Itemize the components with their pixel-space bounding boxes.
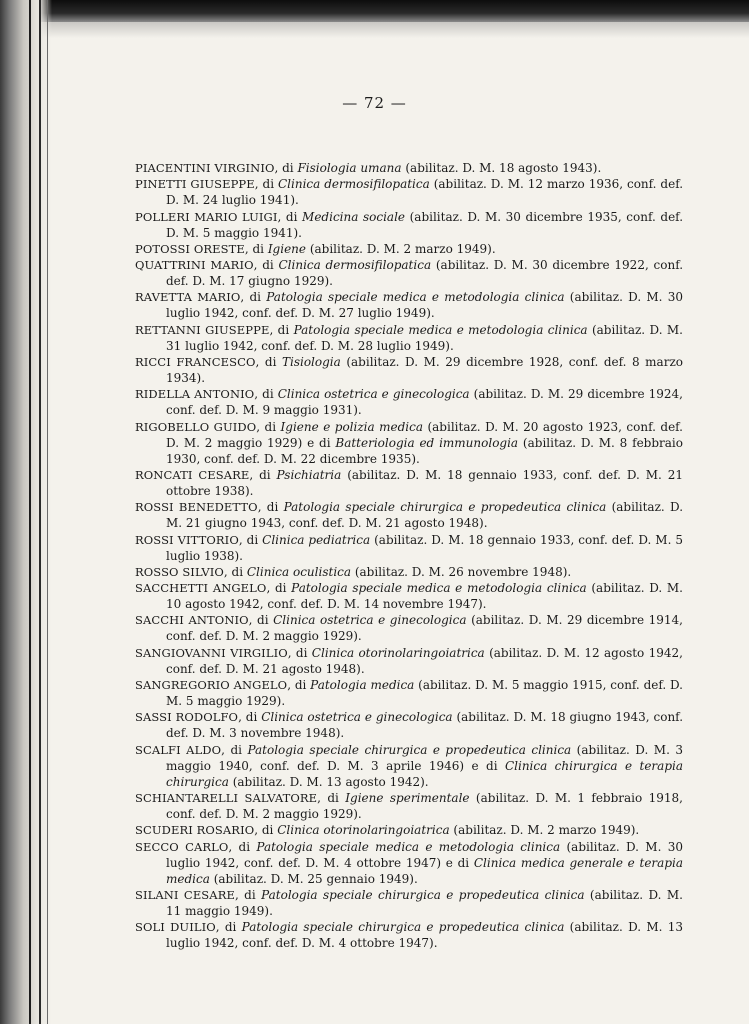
entry-details: (abilitaz. D. M. 11 maggio 1949).	[166, 887, 683, 918]
list-item	[135, 467, 683, 499]
list-item	[135, 839, 683, 887]
entry-connector: , di	[223, 564, 247, 579]
entry-subject: Clinica otorinolaringoiatrica	[311, 645, 485, 660]
entry-details: (abilitaz. D. M. 10 agosto 1942, conf. def. D. M. 14 novembre 1947).	[166, 581, 683, 612]
entry-subject-secondary: Clinica chirurgica e terapia chirurgica	[166, 758, 683, 789]
entry-subject: Igiene e polizia medica	[280, 419, 423, 434]
entry-subject: Clinica ostetrica e ginecologica	[261, 710, 453, 725]
entry-connector: , di	[254, 823, 278, 838]
scan-binding-edge	[0, 0, 52, 1024]
binding-line	[39, 0, 41, 1024]
entry-connector: , di	[277, 209, 303, 224]
entry-details: (abilitaz. D. M. 31 luglio 1942, conf. def. D. M. 28 luglio 1949).	[166, 322, 684, 353]
list-item	[135, 822, 683, 838]
entry-subject-secondary: Clinica medica generale e terapia medica	[166, 855, 683, 886]
entry-details: (abilitaz. D. M. 29 dicembre 1928, conf. def. 8 marzo 1934).	[166, 355, 683, 386]
entry-details: (abilitaz. D. M. 2 marzo 1949).	[306, 241, 496, 256]
entry-subject: Clinica oculistica	[246, 564, 352, 579]
entry-connector: , di	[274, 161, 298, 175]
entry-details: (abilitaz. D. M. 12 marzo 1936, conf. def. D. M. 24 luglio 1941).	[166, 177, 684, 208]
entry-details: (abilitaz. D. M. 18 giugno 1943, conf. def. D. M. 3 novembre 1948).	[166, 710, 684, 741]
entry-connector: , di	[249, 467, 277, 482]
entry-details: (abilitaz. D. M. 30 dicembre 1935, conf. def. D. M. 5 maggio 1941).	[166, 209, 684, 240]
entry-subject: Patologia speciale chirurgica e propedeutica clinica	[283, 500, 607, 515]
entry-subject: Igiene sperimentale	[345, 790, 470, 805]
entry-details: (abilitaz. D. M. 1 febbraio 1918, conf. def. D. M. 2 maggio 1929).	[166, 790, 683, 821]
entry-name: SOLI DUILIO	[135, 920, 216, 935]
list-item	[135, 499, 683, 531]
entry-name: SILANI CESARE	[135, 887, 235, 902]
entry-name: ROSSI BENEDETTO	[135, 500, 258, 515]
entry-connector: , di	[234, 887, 262, 902]
entry-subject: Patologia speciale medica e metodologia clinica	[266, 290, 565, 305]
entry-name: SANGIOVANNI VIRGILIO	[135, 645, 288, 660]
entry-details: (abilitaz. D. M. 29 dicembre 1914, conf. def. D. M. 2 maggio 1929).	[166, 613, 683, 644]
list-item	[135, 742, 683, 790]
entry-details: (abilitaz. D. M. 13 luglio 1942, conf. def. D. M. 4 ottobre 1947).	[166, 920, 684, 951]
entry-name: RETTANNI GIUSEPPE	[135, 322, 270, 337]
entry-details: (abilitaz. D. M. 18 agosto 1943).	[401, 161, 602, 175]
entry-subject: Patologia speciale medica e metodologia clinica	[293, 322, 588, 337]
entry-subject: Medicina sociale	[302, 209, 406, 224]
entry-name: SASSI RODOLFO	[135, 710, 239, 725]
entry-details-secondary: (abilitaz. D. M. 13 agosto 1942).	[228, 774, 429, 789]
list-item	[135, 386, 683, 418]
entry-connector: , di	[287, 678, 311, 693]
entry-name: RIGOBELLO GUIDO	[135, 419, 257, 434]
list-item	[135, 790, 683, 822]
entry-subject: Patologia speciale medica e metodologia clinica	[291, 581, 587, 596]
entry-subject: Igiene	[267, 241, 307, 256]
scan-top-edge	[0, 0, 749, 22]
entry-connector: , di	[269, 322, 294, 337]
entry-subject-secondary: Batteriologia ed immunologia	[335, 435, 519, 450]
entry-name: SACCHETTI ANGELO	[135, 581, 267, 596]
entry-connector: , di	[255, 355, 282, 370]
entry-name: QUATTRINI MARIO	[135, 258, 254, 273]
entry-details-secondary: (abilitaz. D. M. 25 gennaio 1949).	[209, 871, 418, 886]
list-item	[135, 919, 683, 951]
list-item	[135, 580, 683, 612]
entry-connector: , di	[248, 613, 274, 628]
entry-name: RAVETTA MARIO	[135, 290, 241, 305]
entry-name: RIDELLA ANTONIO	[135, 387, 255, 402]
list-item	[135, 289, 683, 321]
entry-name: ROSSO SILVIO	[135, 564, 224, 579]
entry-subject: Clinica otorinolaringoiatrica	[277, 823, 450, 838]
entry-connector: , di	[221, 742, 248, 757]
entry-subject: Patologia speciale chirurgica e propedeutica clinica	[247, 742, 572, 757]
list-item	[135, 709, 683, 741]
list-item	[135, 176, 683, 208]
entry-details: (abilitaz. D. M. 29 dicembre 1924, conf. def. D. M. 9 maggio 1931).	[166, 387, 683, 418]
binding-line	[29, 0, 31, 1024]
entry-name: POTOSSI ORESTE	[135, 241, 245, 256]
entry-name: SCALFI ALDO	[135, 742, 222, 757]
entry-name: RONCATI CESARE	[135, 467, 250, 482]
entry-details-secondary: (abilitaz. D. M. 8 febbraio 1930, conf. def. D. M. 22 dicembre 1935).	[166, 435, 683, 466]
entry-details: (abilitaz. D. M. 30 luglio 1942, conf. def. D. M. 4 ottobre 1947) e di	[166, 839, 684, 870]
entry-subject: Clinica ostetrica e ginecologica	[273, 613, 467, 628]
entry-connector: , di	[256, 419, 281, 434]
entry-name: ROSSI VITTORIO	[135, 532, 239, 547]
entry-name: SACCHI ANTONIO	[135, 613, 249, 628]
list-item	[135, 209, 683, 241]
entry-subject: Patologia medica	[310, 678, 415, 693]
page-number: — 72 —	[342, 94, 407, 112]
entry-connector: , di	[254, 177, 278, 192]
entry-details: (abilitaz. D. M. 18 gennaio 1933, conf. def. D. M. 21 ottobre 1938).	[166, 467, 683, 498]
entry-subject: Clinica dermosifilopatica	[277, 177, 430, 192]
list-item	[135, 354, 683, 386]
entry-name: SCUDERI ROSARIO	[135, 823, 255, 838]
entry-connector: , di	[238, 532, 263, 547]
entry-subject: Clinica dermosifilopatica	[278, 258, 432, 273]
list-item	[135, 564, 683, 580]
entry-name: PIACENTINI VIRGINIO	[135, 161, 275, 175]
list-item	[135, 160, 683, 176]
list-item	[135, 257, 683, 289]
entry-name: SECCO CARLO	[135, 839, 229, 854]
entry-connector: , di	[254, 387, 278, 402]
entry-connector: , di	[228, 839, 257, 854]
list-item	[135, 677, 683, 709]
entry-details: (abilitaz. D. M. 26 novembre 1948).	[351, 564, 572, 579]
list-item	[135, 322, 683, 354]
entry-connector: , di	[215, 920, 242, 935]
entry-name: SANGREGORIO ANGELO	[135, 678, 288, 693]
entry-connector: , di	[317, 790, 346, 805]
list-item	[135, 612, 683, 644]
entry-details: (abilitaz. D. M. 2 marzo 1949).	[449, 823, 640, 838]
entry-connector: , di	[266, 581, 292, 596]
entry-details: (abilitaz. D. M. 21 giugno 1943, conf. def. D. M. 21 agosto 1948).	[166, 500, 684, 531]
scan-top-shadow	[0, 22, 749, 38]
entry-connector: , di	[240, 290, 267, 305]
list-item	[135, 532, 683, 564]
entry-subject: Tisiologia	[281, 355, 341, 370]
entry-details: (abilitaz. D. M. 30 dicembre 1922, conf. def. D. M. 17 giugno 1929).	[166, 258, 684, 289]
entry-name: SCHIANTARELLI SALVATORE	[135, 790, 318, 805]
entry-name: RICCI FRANCESCO	[135, 355, 256, 370]
entry-name: POLLERI MARIO LUIGI	[135, 209, 278, 224]
entry-subject: Clinica ostetrica e ginecologica	[277, 387, 470, 402]
entry-connector: , di	[244, 241, 268, 256]
entry-subject: Patologia speciale chirurgica e propedeutica clinica	[241, 920, 565, 935]
list-item	[135, 645, 683, 677]
entry-subject: Fisiologia umana	[297, 161, 402, 175]
list-item	[135, 419, 683, 467]
binding-line	[47, 0, 48, 1024]
entry-connector: , di	[253, 258, 279, 273]
entry-details: (abilitaz. D. M. 3 maggio 1940, conf. def. D. M. 3 aprile 1946) e di	[166, 742, 683, 773]
entry-connector: , di	[287, 645, 312, 660]
entry-subject: Psichiatria	[276, 467, 342, 482]
entry-details: (abilitaz. D. M. 12 agosto 1942, conf. def. D. M. 21 agosto 1948).	[166, 645, 683, 676]
entry-details: (abilitaz. D. M. 18 gennaio 1933, conf. def. D. M. 5 luglio 1938).	[166, 532, 683, 563]
entry-details: (abilitaz. D. M. 5 maggio 1915, conf. def. D. M. 5 maggio 1929).	[166, 678, 683, 709]
entry-details: (abilitaz. D. M. 20 agosto 1923, conf. def. D. M. 2 maggio 1929) e di	[166, 419, 683, 450]
entry-subject: Patologia speciale chirurgica e propedeutica clinica	[261, 887, 585, 902]
entry-connector: , di	[257, 500, 284, 515]
entry-name: PINETTI GIUSEPPE	[135, 177, 255, 192]
entry-subject: Clinica pediatrica	[262, 532, 371, 547]
entry-connector: , di	[238, 710, 262, 725]
list-item	[135, 241, 683, 257]
entry-list	[135, 160, 683, 951]
entry-details: (abilitaz. D. M. 30 luglio 1942, conf. def. D. M. 27 luglio 1949).	[166, 290, 684, 321]
entry-subject: Patologia speciale medica e metodologia clinica	[256, 839, 561, 854]
list-item	[135, 887, 683, 919]
